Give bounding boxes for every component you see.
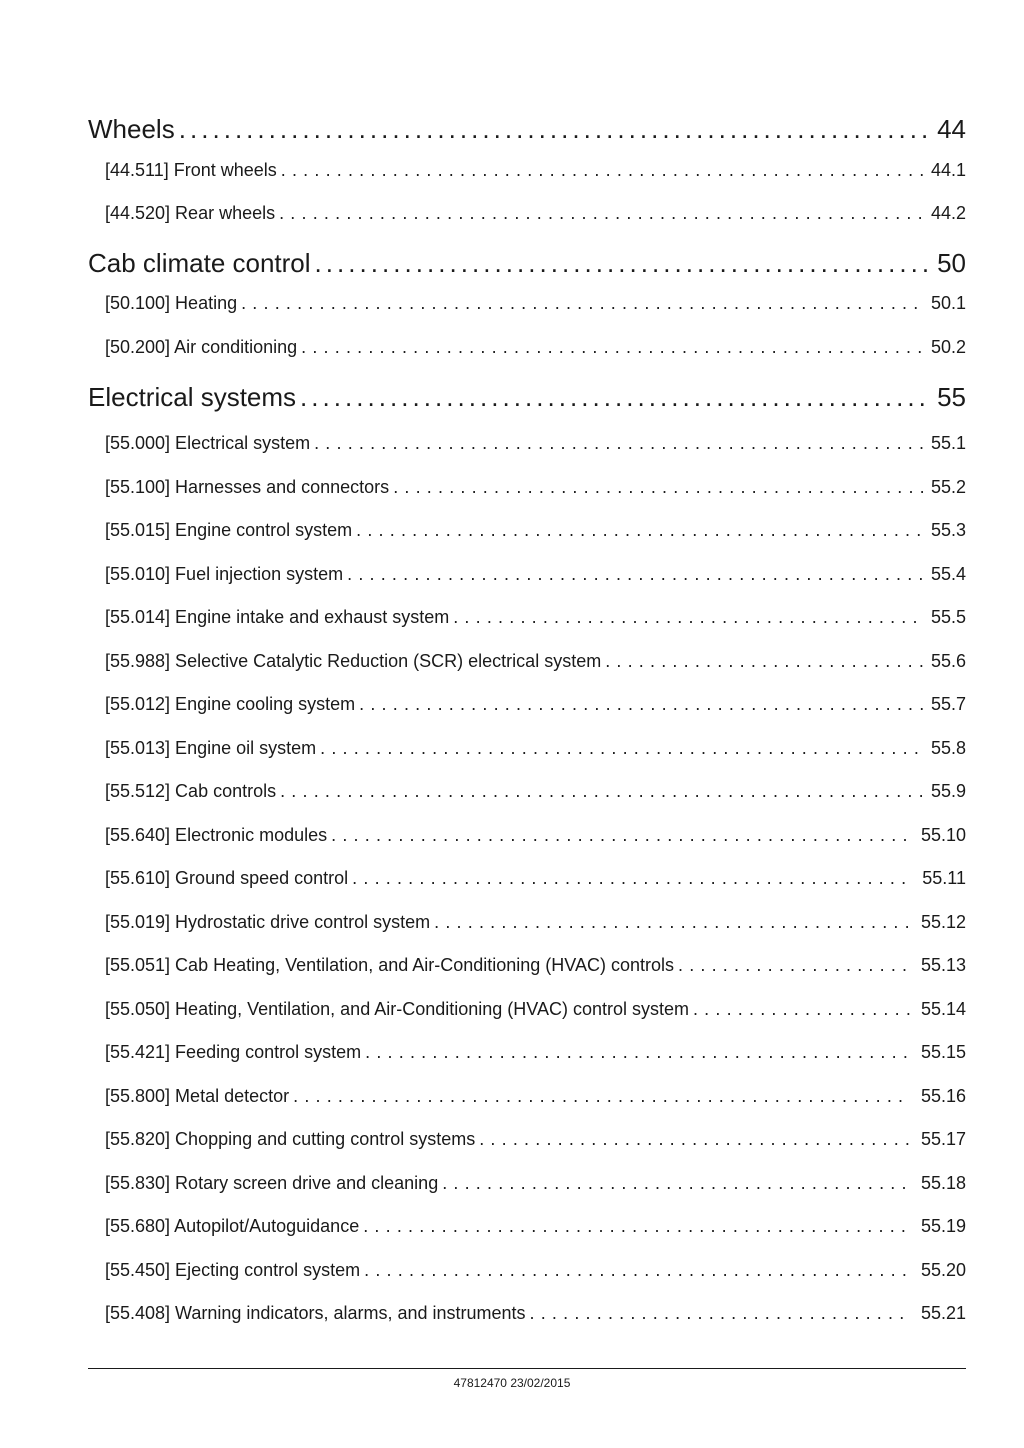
dot-leader: [605, 651, 924, 672]
dot-leader: [363, 1216, 910, 1237]
entry-page-number: 55.7: [930, 694, 966, 714]
entry-page-number: 55.6: [930, 651, 966, 671]
entry-page-number: 55.3: [930, 520, 966, 540]
toc-entry[interactable]: [105, 738, 966, 759]
dot-leader: [693, 999, 910, 1020]
dot-leader: [281, 160, 924, 181]
toc-entry[interactable]: [105, 1042, 966, 1063]
entry-page-number: 55.2: [930, 477, 966, 497]
entry-page-number: 44.2: [930, 203, 966, 223]
dot-leader: [300, 382, 932, 413]
entry-title: [55.450] Ejecting control system: [105, 1260, 361, 1280]
entry-title: [55.000] Electrical system: [105, 433, 311, 453]
entry-title: [44.520] Rear wheels: [105, 203, 276, 223]
entry-page-number: 55.8: [930, 738, 966, 758]
entry-page-number: 44.1: [930, 160, 966, 180]
toc-entry[interactable]: [105, 433, 966, 454]
dot-leader: [479, 1129, 910, 1150]
toc-entry[interactable]: [105, 868, 966, 889]
toc-entry[interactable]: [105, 293, 966, 314]
entry-page-number: 55.9: [930, 781, 966, 801]
dot-leader: [320, 738, 924, 759]
dot-leader: [434, 912, 910, 933]
dot-leader: [241, 293, 924, 314]
dot-leader: [365, 1042, 910, 1063]
entry-page-number: 55.11: [922, 868, 966, 888]
entry-page-number: 55.5: [930, 607, 966, 627]
toc-entry[interactable]: [105, 520, 966, 541]
dot-leader: [352, 868, 910, 889]
entry-title: [55.408] Warning indicators, alarms, and instruments: [105, 1303, 526, 1323]
entry-page-number: 55.18: [920, 1173, 966, 1193]
entry-title: [55.014] Engine intake and exhaust system: [105, 607, 450, 627]
dot-leader: [678, 955, 910, 976]
dot-leader: [364, 1260, 910, 1281]
entry-title: [55.680] Autopilot/Autoguidance: [105, 1216, 360, 1236]
entry-title: [55.100] Harnesses and connectors: [105, 477, 390, 497]
entry-page-number: 55.17: [920, 1129, 966, 1149]
entry-title: [55.640] Electronic modules: [105, 825, 328, 845]
entry-page-number: 55.13: [920, 955, 966, 975]
toc-entry[interactable]: [105, 781, 966, 802]
entry-title: [55.019] Hydrostatic drive control system: [105, 912, 431, 932]
footer-document-id: 47812470 23/02/2015: [453, 1376, 571, 1390]
toc-entry[interactable]: [105, 607, 966, 628]
dot-leader: [179, 114, 932, 145]
entry-page-number: 55.4: [930, 564, 966, 584]
toc-entry[interactable]: [105, 1216, 966, 1237]
dot-leader: [293, 1086, 910, 1107]
entry-title: [55.051] Cab Heating, Ventilation, and Air-Conditioning (HVAC) controls: [105, 955, 674, 975]
footer-divider: [88, 1368, 966, 1369]
entry-page-number: 55.12: [920, 912, 966, 932]
entry-title: [55.610] Ground speed control: [105, 868, 349, 888]
entry-title: [55.421] Feeding control system: [105, 1042, 362, 1062]
toc-entry[interactable]: [105, 160, 966, 181]
entry-page-number: 55.16: [920, 1086, 966, 1106]
toc-entry[interactable]: [105, 477, 966, 498]
toc-entry[interactable]: [105, 1173, 966, 1194]
section-title: Cab climate control: [88, 248, 311, 278]
toc-entry[interactable]: [105, 564, 966, 585]
toc-section-wheels[interactable]: [88, 114, 966, 145]
dot-leader: [356, 520, 924, 541]
dot-leader: [315, 248, 932, 279]
toc-entry[interactable]: [105, 651, 966, 672]
dot-leader: [331, 825, 910, 846]
dot-leader: [393, 477, 924, 498]
dot-leader: [301, 337, 924, 358]
entry-page-number: 55.1: [930, 433, 966, 453]
toc-entry[interactable]: [105, 825, 966, 846]
section-page-number: 50: [937, 248, 966, 278]
entry-page-number: 50.1: [930, 293, 966, 313]
entry-title: [55.015] Engine control system: [105, 520, 353, 540]
toc-entry[interactable]: [105, 1260, 966, 1281]
toc-entry[interactable]: [105, 912, 966, 933]
toc-entry[interactable]: [105, 1303, 966, 1324]
dot-leader: [314, 433, 924, 454]
dot-leader: [279, 203, 924, 224]
dot-leader: [280, 781, 924, 802]
toc-entry[interactable]: [105, 1129, 966, 1150]
toc-entry[interactable]: [105, 999, 966, 1020]
toc-entry[interactable]: [105, 694, 966, 715]
entry-title: [55.013] Engine oil system: [105, 738, 317, 758]
entry-title: [50.200] Air conditioning: [105, 337, 298, 357]
entry-page-number: 55.19: [920, 1216, 966, 1236]
section-title: Wheels: [88, 114, 175, 144]
entry-title: [55.050] Heating, Ventilation, and Air-Conditioning (HVAC) control system: [105, 999, 689, 1019]
entry-title: [55.012] Engine cooling system: [105, 694, 356, 714]
entry-page-number: 55.20: [920, 1260, 966, 1280]
section-page-number: 55: [937, 382, 966, 412]
entry-title: [55.800] Metal detector: [105, 1086, 290, 1106]
entry-page-number: 55.10: [920, 825, 966, 845]
toc-entry[interactable]: [105, 1086, 966, 1107]
entry-title: [55.820] Chopping and cutting control systems: [105, 1129, 476, 1149]
entry-title: [55.988] Selective Catalytic Reduction (SCR) electrical system: [105, 651, 602, 671]
entry-page-number: 50.2: [930, 337, 966, 357]
dot-leader: [442, 1173, 910, 1194]
entry-title: [50.100] Heating: [105, 293, 238, 313]
section-page-number: 44: [937, 114, 966, 144]
entry-title: [44.511] Front wheels: [105, 160, 277, 180]
toc-section-cab-climate-control[interactable]: [88, 248, 966, 279]
dot-leader: [347, 564, 924, 585]
dot-leader: [359, 694, 924, 715]
toc-section-electrical-systems[interactable]: [88, 382, 966, 413]
toc-entry[interactable]: [105, 337, 966, 358]
toc-entry[interactable]: [105, 203, 966, 224]
entry-title: [55.830] Rotary screen drive and cleaning: [105, 1173, 439, 1193]
entry-title: [55.512] Cab controls: [105, 781, 277, 801]
entry-page-number: 55.14: [920, 999, 966, 1019]
entry-page-number: 55.15: [920, 1042, 966, 1062]
entry-page-number: 55.21: [920, 1303, 966, 1323]
dot-leader: [530, 1303, 910, 1324]
toc-entry[interactable]: [105, 955, 966, 976]
dot-leader: [453, 607, 924, 628]
section-title: Electrical systems: [88, 382, 297, 412]
entry-title: [55.010] Fuel injection system: [105, 564, 344, 584]
